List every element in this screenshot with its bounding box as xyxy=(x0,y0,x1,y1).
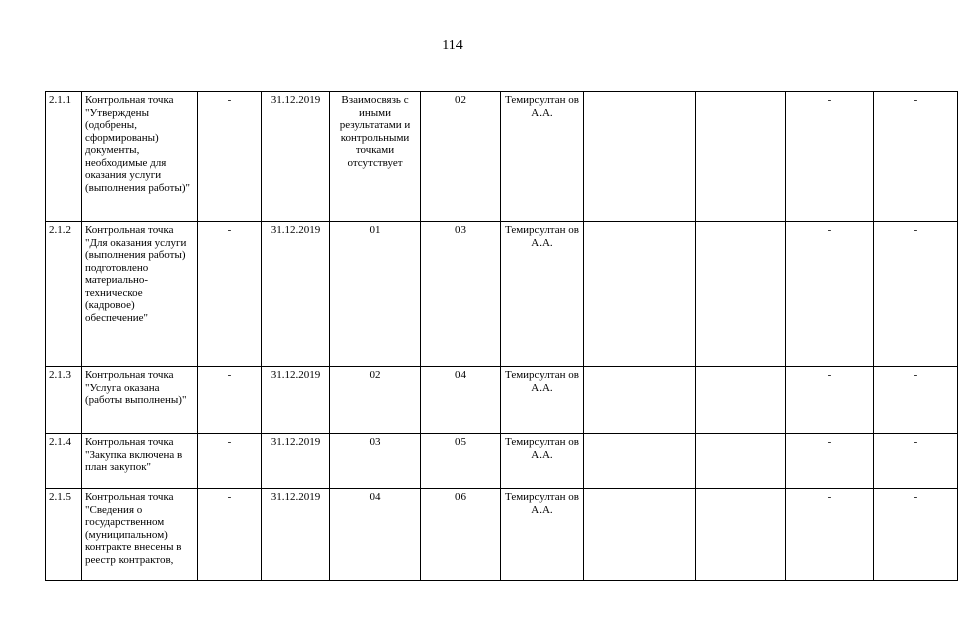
cell-col11: - xyxy=(874,434,958,489)
cell-col11: - xyxy=(874,92,958,222)
row-number: 2.1.5 xyxy=(46,489,82,581)
responsible: Темирсултан ов А.А. xyxy=(501,222,584,367)
predecessor: 02 xyxy=(330,367,421,434)
table-row xyxy=(46,92,958,222)
cell-col9 xyxy=(696,92,786,222)
cell-col11: - xyxy=(874,489,958,581)
cell-col10: - xyxy=(786,367,874,434)
start-date: - xyxy=(198,434,262,489)
control-points-table xyxy=(45,91,958,581)
predecessor: 04 xyxy=(330,489,421,581)
start-date: - xyxy=(198,489,262,581)
row-number: 2.1.2 xyxy=(46,222,82,367)
cell-col9 xyxy=(696,434,786,489)
page-number: 114 xyxy=(442,38,463,53)
predecessor: 03 xyxy=(330,434,421,489)
successor: 06 xyxy=(421,489,501,581)
cell-col8 xyxy=(584,92,696,222)
responsible: Темирсултан ов А.А. xyxy=(501,367,584,434)
control-point-name: Контрольная точка "Утверждены (одобрены, сформированы) документы, необходимые для оказания услуги (выполнения работы)" xyxy=(82,92,198,222)
end-date: 31.12.2019 xyxy=(262,92,330,222)
row-number: 2.1.3 xyxy=(46,367,82,434)
responsible: Темирсултан ов А.А. xyxy=(501,434,584,489)
cell-col8 xyxy=(584,222,696,367)
cell-col9 xyxy=(696,489,786,581)
table-row xyxy=(46,489,958,581)
cell-col10: - xyxy=(786,489,874,581)
table-row xyxy=(46,367,958,434)
row-number: 2.1.1 xyxy=(46,92,82,222)
successor: 03 xyxy=(421,222,501,367)
responsible: Темирсултан ов А.А. xyxy=(501,92,584,222)
cell-col11: - xyxy=(874,367,958,434)
cell-col9 xyxy=(696,367,786,434)
cell-col9 xyxy=(696,222,786,367)
cell-col8 xyxy=(584,367,696,434)
end-date: 31.12.2019 xyxy=(262,434,330,489)
successor: 05 xyxy=(421,434,501,489)
end-date: 31.12.2019 xyxy=(262,489,330,581)
start-date: - xyxy=(198,367,262,434)
predecessor: 01 xyxy=(330,222,421,367)
cell-col8 xyxy=(584,434,696,489)
responsible: Темирсултан ов А.А. xyxy=(501,489,584,581)
table-row xyxy=(46,222,958,367)
control-point-name: Контрольная точка "Для оказания услуги (выполнения работы) подготовлено материально-техническое (кадровое) обеспечение" xyxy=(82,222,198,367)
start-date: - xyxy=(198,222,262,367)
control-point-name: Контрольная точка "Закупка включена в план закупок" xyxy=(82,434,198,489)
end-date: 31.12.2019 xyxy=(262,367,330,434)
cell-col11: - xyxy=(874,222,958,367)
cell-col10: - xyxy=(786,434,874,489)
control-point-name: Контрольная точка "Услуга оказана (работы выполнены)" xyxy=(82,367,198,434)
control-point-name: Контрольная точка "Сведения о государственном (муниципальном) контракте внесены в реестр контрактов, xyxy=(82,489,198,581)
cell-col8 xyxy=(584,489,696,581)
successor: 02 xyxy=(421,92,501,222)
successor: 04 xyxy=(421,367,501,434)
row-number: 2.1.4 xyxy=(46,434,82,489)
cell-col10: - xyxy=(786,222,874,367)
end-date: 31.12.2019 xyxy=(262,222,330,367)
predecessor: Взаимосвязь с иными результатами и контрольными точками отсутствует xyxy=(330,92,421,222)
start-date: - xyxy=(198,92,262,222)
cell-col10: - xyxy=(786,92,874,222)
table-row xyxy=(46,434,958,489)
